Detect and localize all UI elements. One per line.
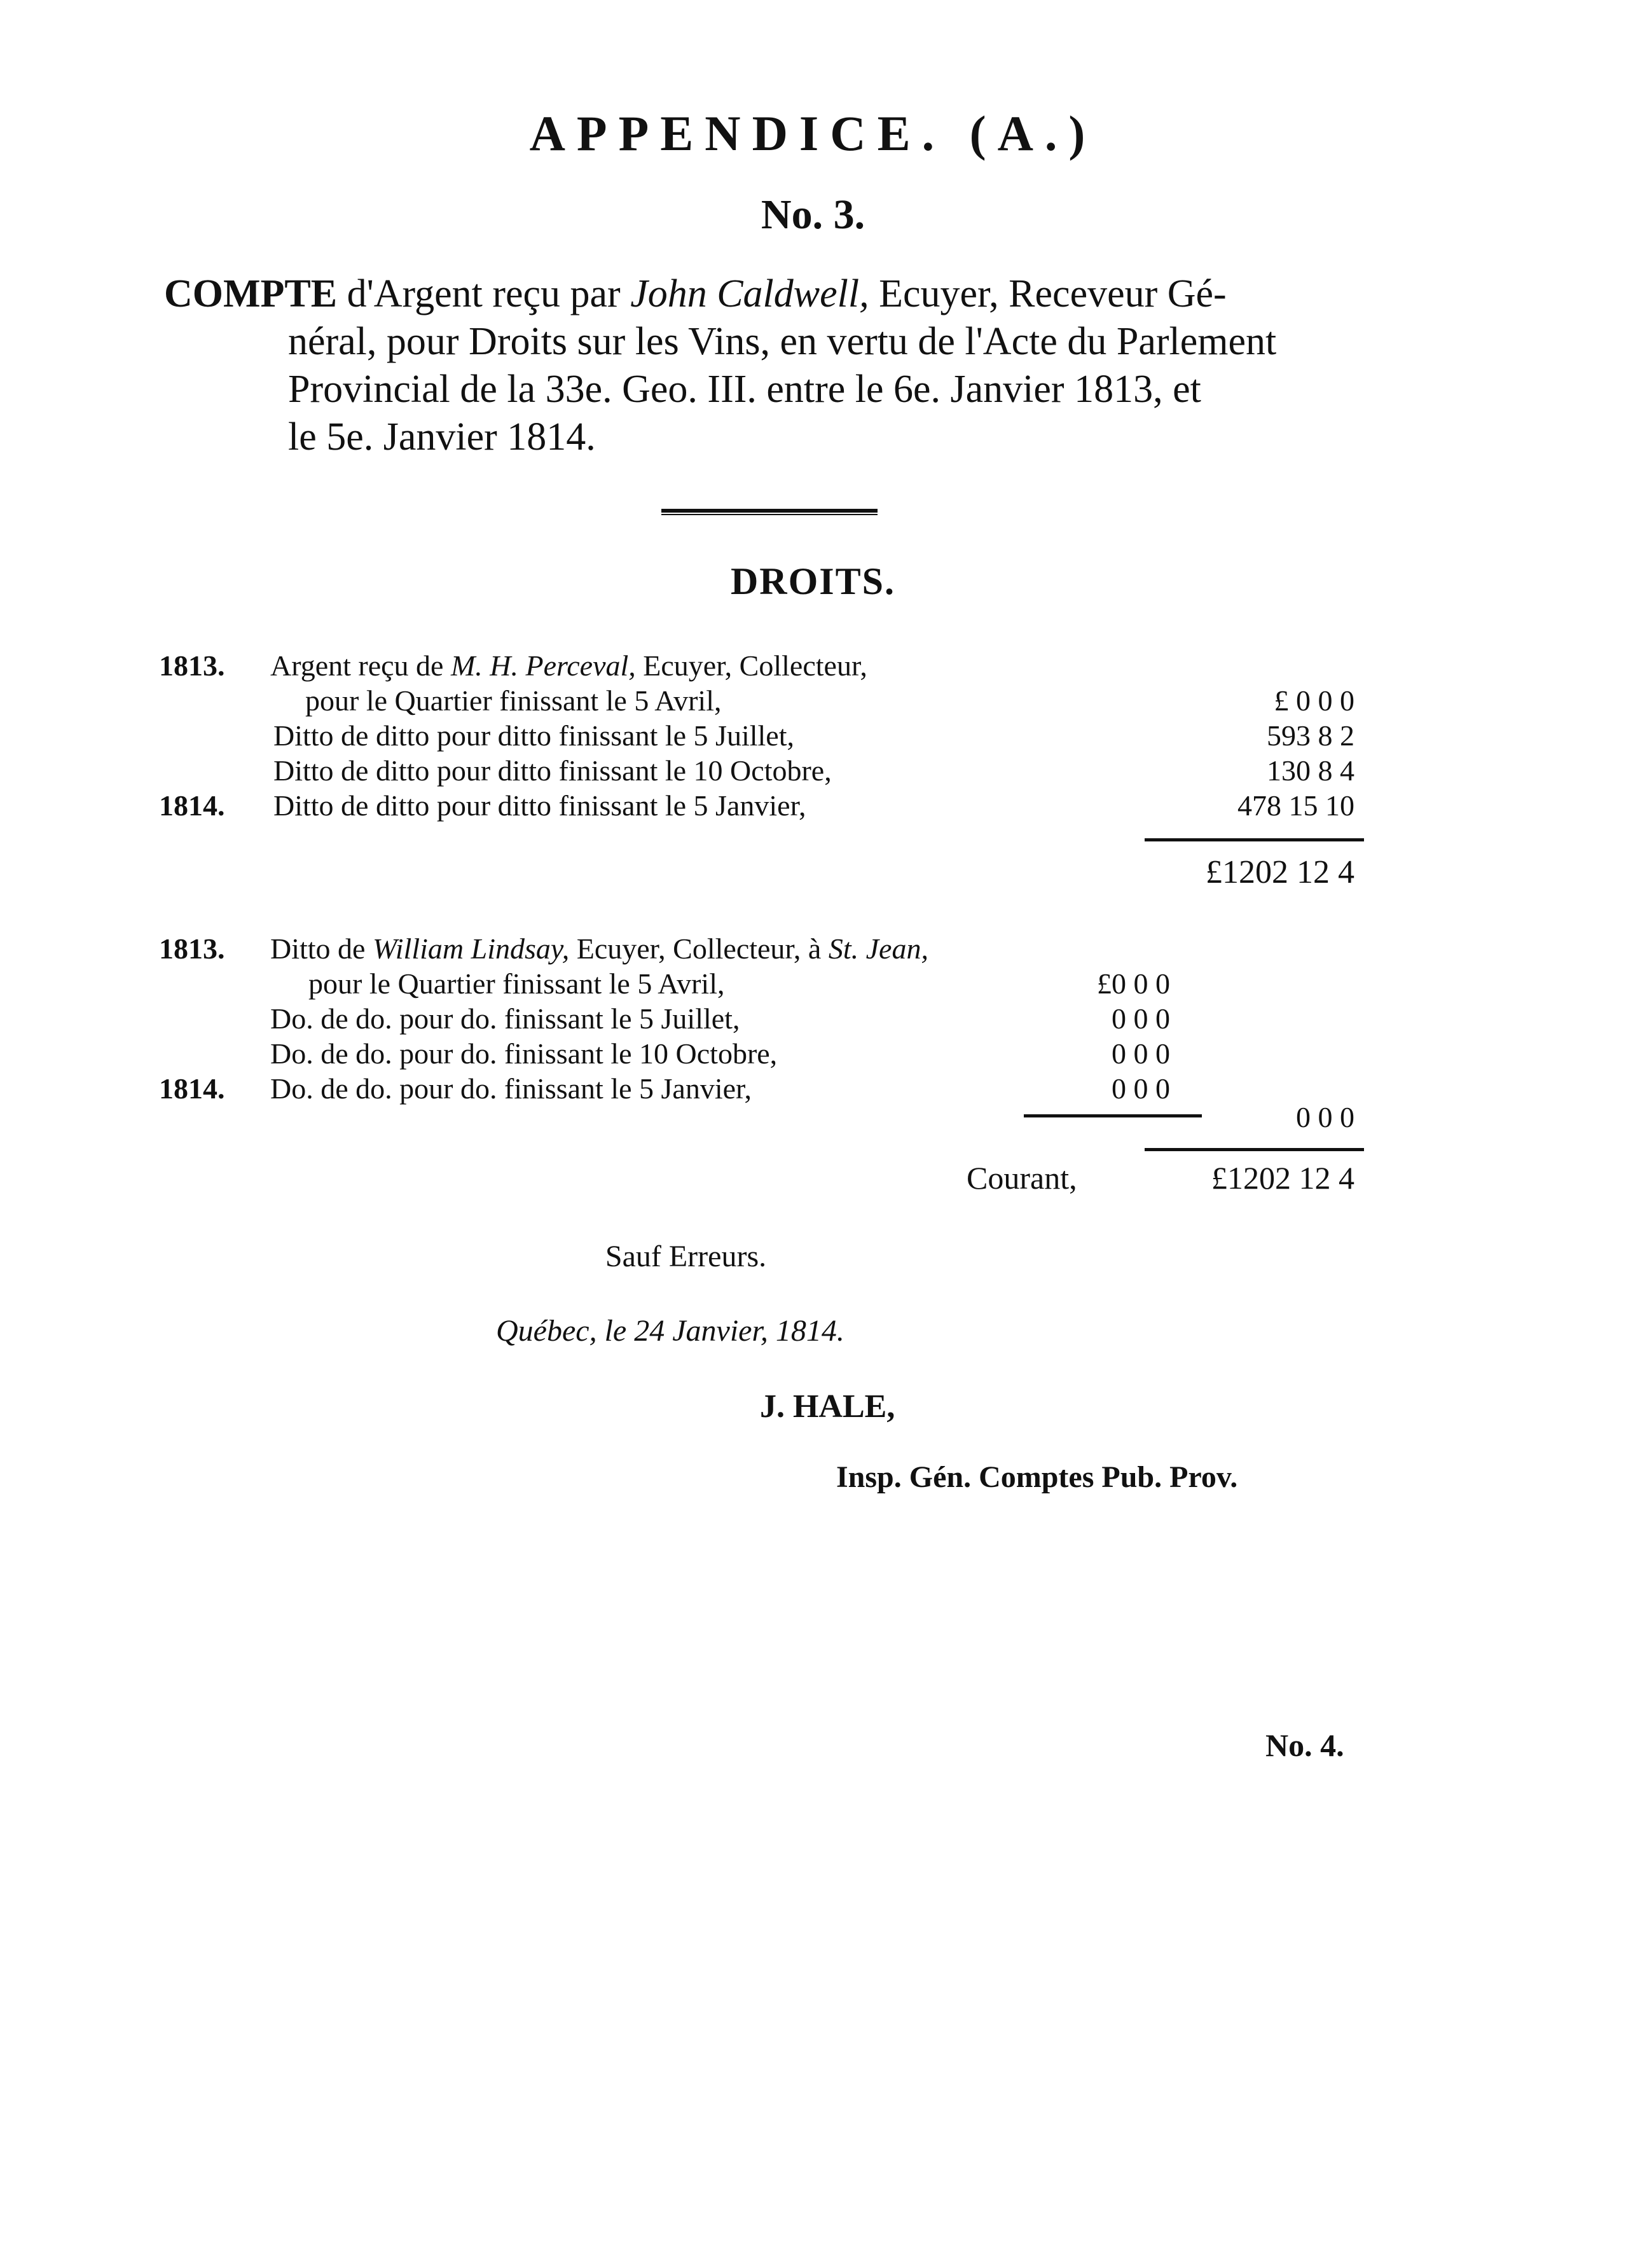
sum-rule bbox=[1024, 1114, 1202, 1117]
section-title: DROITS. bbox=[730, 560, 896, 602]
receiver-name: John Caldwell, bbox=[630, 272, 869, 315]
collector-name: M. H. Perceval, bbox=[450, 649, 636, 682]
row-text: Ditto de ditto pour ditto finissant le 5 Janvier, bbox=[273, 789, 806, 822]
row-text: pour le Quartier finissant le 5 Avril, bbox=[308, 967, 725, 1000]
next-page-number: No. 4. bbox=[1265, 1727, 1344, 1763]
row-amount: 593 8 2 bbox=[1267, 719, 1354, 752]
courant-amount: £1202 12 4 bbox=[1211, 1160, 1354, 1196]
row-amount: £0 0 0 bbox=[1097, 967, 1170, 1000]
row-text: Do. de do. pour do. finissant le 10 Octobre, bbox=[270, 1037, 778, 1070]
row-year: 1813. bbox=[159, 649, 225, 682]
row-year: 1814. bbox=[159, 789, 225, 822]
intro-line-1 bbox=[164, 270, 1372, 318]
intro-line-3: Provincial de la 33e. Geo. III. entre le 6e. Janvier 1813, et bbox=[288, 368, 1201, 411]
section1-total: £1202 12 4 bbox=[1206, 854, 1354, 890]
document-number: No. 3. bbox=[761, 191, 865, 238]
row-year: 1814. bbox=[159, 1072, 225, 1105]
row-year: 1813. bbox=[159, 932, 225, 965]
page-title: APPENDICE. (A.) bbox=[529, 106, 1097, 161]
row-text: Ditto de ditto pour ditto finissant le 10 Octobre, bbox=[273, 754, 832, 787]
row-text-b: Ecuyer, Collecteur, bbox=[635, 649, 867, 682]
intro-line-2: néral, pour Droits sur les Vins, en vertu de l'Acte du Parlement bbox=[288, 320, 1277, 363]
row-text: pour le Quartier finissant le 5 Avril, bbox=[305, 684, 722, 717]
intro-line-4: le 5e. Janvier 1814. bbox=[288, 415, 596, 459]
place-name: St. Jean, bbox=[828, 932, 928, 965]
row-amount: 0 0 0 bbox=[1112, 1072, 1170, 1105]
collector-name: William Lindsay, bbox=[372, 932, 570, 965]
section2-subtotal: 0 0 0 bbox=[1296, 1101, 1354, 1133]
intro-text-2: Ecuyer, Receveur Gé- bbox=[869, 272, 1227, 315]
row-amount: 0 0 0 bbox=[1112, 1002, 1170, 1035]
intro-text-1: d'Argent reçu par bbox=[337, 272, 631, 315]
sum-rule bbox=[1145, 838, 1364, 841]
row-text-b: Ecuyer, Collecteur, à bbox=[569, 932, 829, 965]
row-text bbox=[270, 649, 867, 683]
signature-office: Insp. Gén. Comptes Pub. Prov. bbox=[836, 1460, 1238, 1494]
row-text: Ditto de ditto pour ditto finissant le 5 Juillet, bbox=[273, 719, 794, 752]
courant-label: Courant, bbox=[967, 1160, 1077, 1196]
sauf-erreurs: Sauf Erreurs. bbox=[605, 1240, 767, 1273]
row-amount: 0 0 0 bbox=[1112, 1037, 1170, 1070]
decorative-rule bbox=[661, 509, 878, 515]
row-amount: £ 0 0 0 bbox=[1274, 684, 1354, 717]
row-amount: 478 15 10 bbox=[1237, 789, 1354, 822]
row-text-a: Argent reçu de bbox=[270, 649, 451, 682]
signature: J. HALE, bbox=[760, 1388, 895, 1425]
sum-rule bbox=[1145, 1148, 1364, 1151]
intro-compte: COMPTE bbox=[164, 272, 338, 315]
row-text: Do. de do. pour do. finissant le 5 Juillet, bbox=[270, 1002, 740, 1035]
row-text-a: Ditto de bbox=[270, 932, 373, 965]
row-text bbox=[270, 932, 928, 966]
row-amount: 130 8 4 bbox=[1267, 754, 1354, 787]
row-text: Do. de do. pour do. finissant le 5 Janvier, bbox=[270, 1072, 752, 1105]
intro-paragraph bbox=[164, 270, 1372, 461]
place-date: Québec, le 24 Janvier, 1814. bbox=[496, 1314, 844, 1348]
